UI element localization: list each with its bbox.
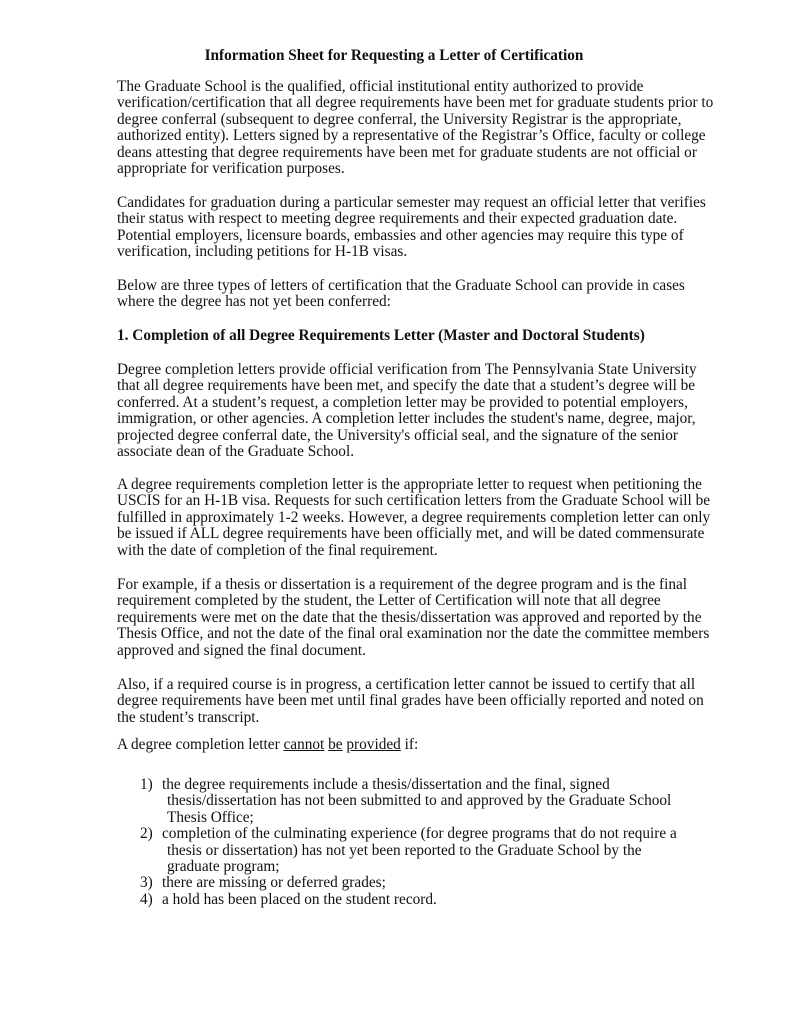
text-line: where the degree has not yet been conferred: — [117, 293, 391, 311]
text-line: their status with respect to meeting degree requirements and their expected graduation date. — [117, 210, 678, 228]
text: A degree completion letter — [117, 736, 284, 753]
paragraph-course — [117, 677, 704, 726]
list-line: the degree requirements include a thesis/dissertation and the final, signed — [162, 776, 610, 793]
text-line: requirements were met on the date that the thesis/dissertation was approved and reported by the — [117, 608, 702, 626]
text-line: Thesis Office, and not the date of the final oral examination nor the date the committee members — [117, 625, 710, 643]
list-line: thesis/dissertation has not been submitted to and approved by the Graduate School — [167, 792, 672, 810]
list-number: 1) — [140, 776, 153, 793]
paragraph-intro — [117, 79, 713, 177]
text-line: projected degree conferral date, the University's official seal, and the signature of the senior — [117, 426, 679, 444]
text-line: immigration, or other agencies. A completion letter includes the student's name, degree, major, — [117, 410, 696, 428]
paragraph-h1b — [117, 477, 710, 559]
text-line: authorized entity). Letters signed by a representative of the Registrar’s Office, faculty or college — [117, 127, 706, 145]
text-line: appropriate for verification purposes. — [117, 160, 345, 178]
list-line: graduate program; — [167, 858, 280, 876]
text-line: The Graduate School is the qualified, official institutional entity authorized to provide — [117, 78, 644, 95]
underlined-provided: provided — [346, 736, 401, 753]
text-line: be issued if ALL degree requirements have been officially met, and will be dated commensurate — [117, 525, 705, 543]
text-line: Candidates for graduation during a particular semester may request an official letter that verifies — [117, 194, 706, 211]
text-line: degree conferral (subsequent to degree conferral, the University Registrar is the appropriate, — [117, 110, 682, 128]
text-line: approved and signed the final document. — [117, 641, 366, 659]
list-item — [117, 892, 677, 908]
text-line: with the date of completion of the final requirement. — [117, 541, 438, 559]
text-line: verification, including petitions for H-1B visas. — [117, 243, 408, 261]
text-line: Below are three types of letters of certification that the Graduate School can provide in cases — [117, 277, 685, 294]
list-line: thesis or dissertation) has not yet been reported to the Graduate School by the — [167, 841, 642, 859]
list-item — [117, 875, 677, 891]
list-number: 2) — [140, 825, 153, 843]
text-line: requirement completed by the student, the Letter of Certification will note that all degree — [117, 592, 661, 610]
text-line: deans attesting that degree requirements have been met for graduate students are not official or — [117, 143, 697, 161]
underlined-be: be — [328, 736, 343, 753]
text-line: A degree requirements completion letter is the appropriate letter to request when petitioning the — [117, 476, 702, 493]
text-line: conferred. At a student’s request, a completion letter may be provided to potential employers, — [117, 393, 688, 411]
list-number: 4) — [140, 890, 153, 908]
document-title: Information Sheet for Requesting a Letter of Certification — [204, 47, 584, 64]
conditions-list — [117, 777, 677, 908]
text-line: Degree completion letters provide official verification from The Pennsylvania State University — [117, 361, 697, 378]
list-line: a hold has been placed on the student record. — [162, 890, 437, 908]
paragraph-completion-letters — [117, 362, 697, 460]
text-line: Also, if a required course is in progress, a certification letter cannot be issued to certify that all — [117, 676, 696, 693]
list-number: 3) — [140, 874, 153, 892]
text-line: Potential employers, licensure boards, embassies and other agencies may require this type of — [117, 226, 684, 244]
text-line: degree requirements have been met until final grades have been officially reported and noted on — [117, 692, 704, 710]
list-line: Thesis Office; — [167, 808, 254, 826]
paragraph-candidates — [117, 195, 706, 261]
list-line: completion of the culminating experience (for degree programs that do not require a — [162, 825, 677, 843]
text-line: For example, if a thesis or dissertation is a requirement of the degree program and is the final — [117, 576, 688, 593]
text-line: that all degree requirements have been met, and specify the date that a student’s degree will be — [117, 377, 696, 395]
text-line: associate dean of the Graduate School. — [117, 443, 355, 461]
list-item — [117, 777, 677, 826]
underlined-cannot: cannot — [283, 736, 325, 753]
text: if: — [400, 736, 419, 753]
text-line: USCIS for an H-1B visa. Requests for such certification letters from the Graduate School will be — [117, 492, 711, 510]
text-line: fulfilled in approximately 1-2 weeks. However, a degree requirements completion letter can only — [117, 508, 711, 526]
paragraph-example — [117, 577, 709, 659]
list-line: there are missing or deferred grades; — [162, 874, 386, 892]
text-line: the student’s transcript. — [117, 708, 260, 726]
list-item — [117, 826, 677, 875]
text-line: verification/certification that all degree requirements have been met for graduate students prior to — [117, 94, 714, 112]
paragraph-types — [117, 278, 685, 311]
paragraph-cannot-provide — [117, 737, 418, 753]
section-heading: 1. Completion of all Degree Requirements Letter (Master and Doctoral Students) — [117, 327, 645, 344]
